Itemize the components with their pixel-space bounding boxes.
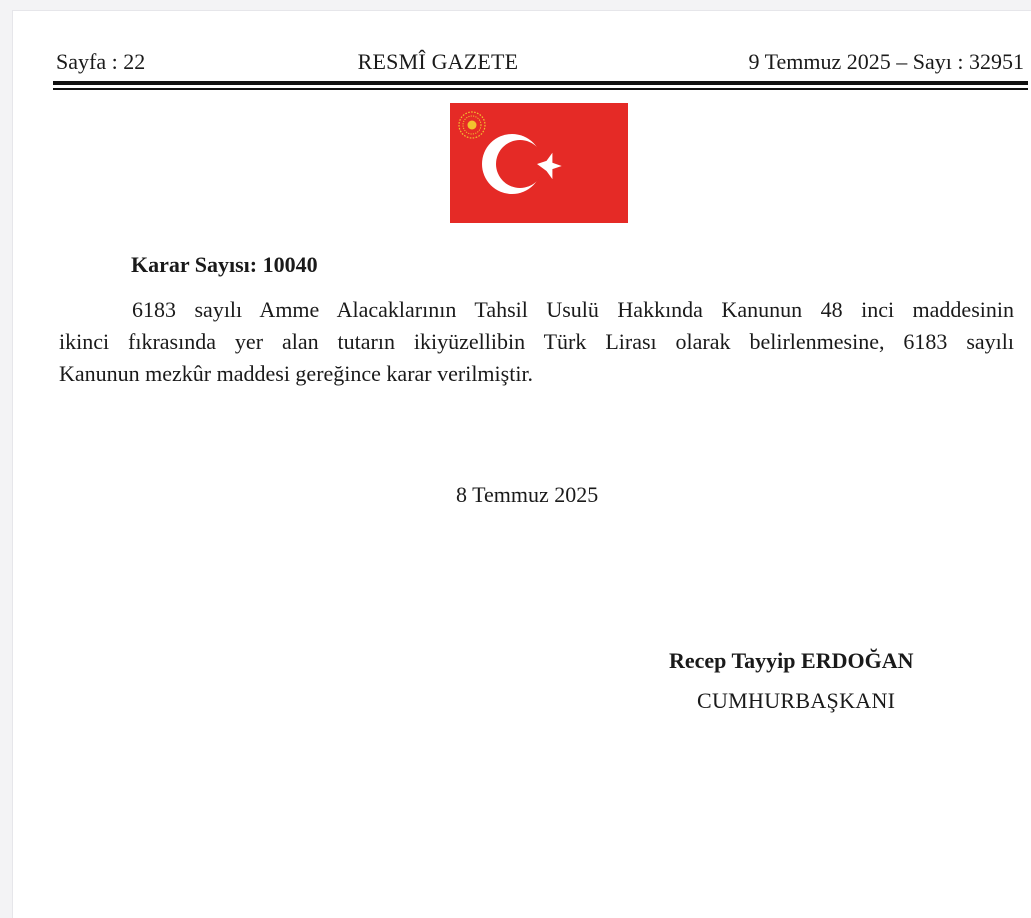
- signatory-name: Recep Tayyip ERDOĞAN: [669, 648, 914, 673]
- body-line-1: 6183 sayılı Amme Alacaklarının Tahsil Usulü Hakkında Kanunun 48 inci maddesinin: [132, 297, 1014, 322]
- gazette-page: [12, 10, 1031, 918]
- issue-date-number: 9 Temmuz 2025 – Sayı : 32951: [748, 49, 1024, 74]
- decision-date: 8 Temmuz 2025: [456, 482, 599, 507]
- header-rule-thin: [53, 88, 1028, 90]
- body-line-2: ikinci fıkrasında yer alan tutarın ikiyüzellibin Türk Lirası olarak belirlenmesine, 6183 sayılı: [59, 329, 1014, 354]
- header-rule-thick: [53, 81, 1028, 85]
- body-line-3: Kanunun mezkûr maddesi gereğince karar verilmiştir.: [59, 361, 534, 386]
- page-number: Sayfa : 22: [56, 49, 146, 74]
- decision-body: [59, 294, 1014, 390]
- signatory-title: CUMHURBAŞKANI: [697, 688, 896, 713]
- turkish-flag-presidential-seal-icon: [450, 103, 628, 223]
- gazette-title: RESMÎ GAZETE: [357, 49, 519, 74]
- decision-number-heading: Karar Sayısı: 10040: [131, 252, 318, 277]
